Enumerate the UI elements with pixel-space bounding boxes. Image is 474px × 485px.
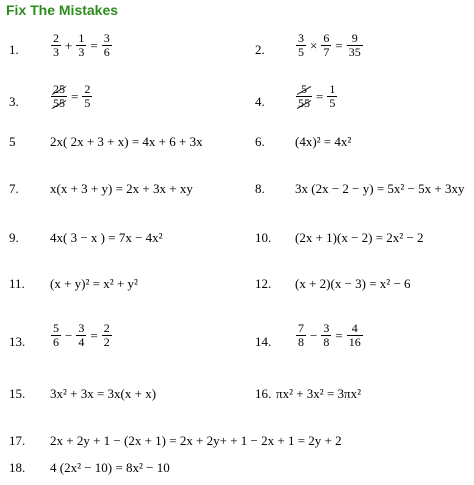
denominator: 8	[323, 335, 330, 349]
operator: −	[65, 327, 73, 343]
problem-number: 15.	[9, 386, 26, 401]
numerator: 2	[84, 82, 91, 96]
operator: ×	[310, 37, 318, 53]
fraction	[76, 322, 86, 349]
problem-expression	[50, 83, 93, 110]
denominator: 7	[323, 45, 330, 59]
fraction	[321, 322, 331, 349]
numerator: 1	[329, 82, 336, 96]
problem-number: 4.	[255, 94, 265, 109]
problem-expression	[295, 322, 364, 349]
fraction	[347, 32, 363, 59]
problem-expression: (2x + 1)(x − 2) = 2x² − 2	[295, 230, 424, 245]
problem-expression	[50, 32, 113, 59]
denominator: 4	[78, 335, 85, 349]
crossed-numerator: 5	[296, 83, 312, 96]
fraction	[82, 83, 92, 110]
numerator: 2	[103, 321, 110, 335]
crossed-denominator: 55	[53, 96, 65, 110]
problem-number: 2.	[255, 42, 265, 57]
numerator: 3	[298, 31, 304, 45]
problem-expression: 3x (2x − 2 − y) = 5x² − 5x + 3xy	[295, 181, 465, 196]
numerator: 4	[351, 321, 358, 335]
fraction	[51, 83, 67, 110]
problem-number: 18.	[9, 460, 26, 475]
numerator: 9	[351, 31, 358, 45]
problem-expression: (x + 2)(x − 3) = x² − 6	[295, 276, 411, 291]
crossed-numerator: 25	[53, 82, 65, 96]
numerator: 6	[323, 31, 330, 45]
problem-number: 3.	[9, 94, 19, 109]
denominator: 5	[298, 45, 304, 59]
problem-expression: 4 (2x² − 10) = 8x² − 10	[50, 460, 170, 475]
operator: +	[65, 37, 73, 53]
problem-number: 17.	[9, 433, 26, 448]
numerator: 3	[323, 321, 330, 335]
crossed-denominator: 55	[298, 96, 310, 110]
fraction	[296, 32, 306, 59]
problem-number: 5	[9, 134, 16, 149]
problem-number: 7.	[9, 181, 19, 196]
fraction	[327, 83, 337, 110]
problem-number: 8.	[255, 181, 265, 196]
denominator: 2	[103, 335, 110, 349]
problem-number: 6.	[255, 134, 265, 149]
denominator: 35	[348, 45, 361, 59]
denominator: 8	[298, 335, 304, 349]
denominator: 5	[329, 96, 336, 110]
problem-number: 11.	[9, 276, 25, 291]
problem-expression	[295, 83, 338, 110]
problem-number: 9.	[9, 230, 19, 245]
denominator: 5	[84, 96, 91, 110]
fraction	[102, 32, 112, 59]
fraction	[347, 322, 363, 349]
fraction	[51, 322, 61, 349]
fraction	[76, 32, 86, 59]
equals-sign: =	[335, 37, 343, 53]
problem-expression	[50, 322, 113, 349]
problem-expression	[295, 32, 364, 59]
problem-number: 13.	[9, 334, 26, 349]
problem-expression: 2x + 2y + 1 − (2x + 1) = 2x + 2y+ + 1 − 2x + 1 = 2y + 2	[50, 433, 342, 448]
problem-number: 16.	[255, 386, 272, 401]
problem-number: 12.	[255, 276, 272, 291]
equals-sign: =	[90, 327, 98, 343]
fraction	[102, 322, 112, 349]
numerator: 1	[78, 31, 85, 45]
numerator: 2	[53, 31, 59, 45]
problem-expression: (x + y)² = x² + y²	[50, 276, 138, 291]
fraction	[321, 32, 331, 59]
numerator: 7	[298, 321, 304, 335]
denominator: 3	[78, 45, 85, 59]
denominator: 3	[53, 45, 59, 59]
problem-expression: πx² + 3x² = 3πx²	[276, 386, 361, 401]
problem-number: 14.	[255, 334, 272, 349]
problem-expression: 3x² + 3x = 3x(x + x)	[50, 386, 157, 401]
problem-expression: 4x( 3 − x ) = 7x − 4x²	[50, 230, 163, 245]
problem-expression: 2x( 2x + 3 + x) = 4x + 6 + 3x	[50, 134, 203, 149]
problem-expression: x(x + 3 + y) = 2x + 3x + xy	[50, 181, 193, 196]
equals-sign: =	[316, 88, 324, 104]
operator: −	[310, 327, 318, 343]
equals-sign: =	[71, 88, 79, 104]
numerator: 3	[103, 31, 110, 45]
problem-number: 1.	[9, 42, 19, 57]
fraction	[296, 83, 312, 110]
numerator: 3	[78, 321, 85, 335]
equals-sign: =	[335, 327, 343, 343]
denominator: 6	[53, 335, 59, 349]
problem-expression: (4x)² = 4x²	[295, 134, 352, 149]
fraction	[51, 32, 61, 59]
denominator: 16	[348, 335, 361, 349]
fraction	[296, 322, 306, 349]
page-title: Fix The Mistakes	[6, 2, 119, 18]
denominator: 6	[103, 45, 110, 59]
equals-sign: =	[90, 37, 98, 53]
problem-number: 10.	[255, 230, 272, 245]
numerator: 5	[53, 321, 59, 335]
